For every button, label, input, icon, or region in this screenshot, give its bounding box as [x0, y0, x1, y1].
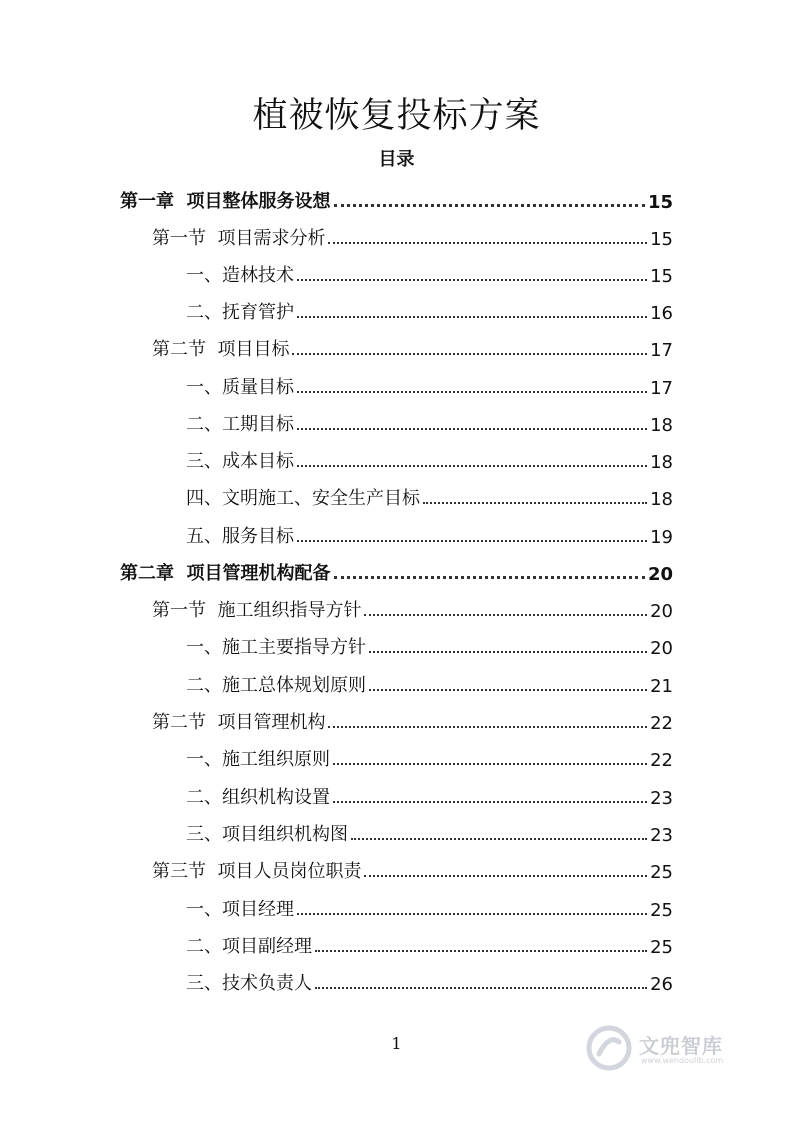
watermark-logo-icon: [585, 1024, 633, 1072]
toc-entry-item[interactable]: [186, 772, 673, 809]
dot-leader: [297, 278, 647, 281]
dot-leader: [297, 390, 647, 393]
watermark-url: www.wendoulib.com: [641, 1056, 724, 1065]
toc-entry-page: 22: [650, 750, 673, 771]
toc-entry-item[interactable]: [186, 921, 673, 958]
toc-entry-label: 三、技术负责人: [186, 973, 312, 994]
dot-leader: [315, 949, 647, 952]
toc-entry-label: 第一节 施工组织指导方针: [152, 600, 362, 621]
toc-entry-label: 一、项目经理: [186, 899, 294, 920]
toc-entry-page: 25: [650, 900, 673, 921]
toc-entry-page: 26: [650, 974, 673, 995]
toc-entry-page: 17: [650, 378, 673, 399]
toc-entry-label: 四、文明施工、安全生产目标: [186, 488, 420, 509]
toc-entry-page: 18: [650, 415, 673, 436]
toc-entry-page: 20: [650, 638, 673, 659]
toc-entry-item[interactable]: [186, 958, 673, 995]
toc-entry-label: 三、成本目标: [186, 451, 294, 472]
toc-entry-label: 一、施工主要指导方针: [186, 637, 366, 658]
toc-entry-item[interactable]: [186, 734, 673, 771]
toc-entry-page: 23: [650, 788, 673, 809]
toc-entry-item[interactable]: [186, 287, 673, 324]
toc-entry-page: 18: [650, 489, 673, 510]
toc-entry-label: 第二章 项目管理机构配备: [120, 563, 331, 584]
dot-leader: [351, 837, 647, 840]
toc-entry-item[interactable]: [186, 436, 673, 473]
toc-entry-page: 20: [647, 564, 673, 585]
toc-entry-page: 19: [650, 527, 673, 548]
toc-entry-page: 25: [650, 937, 673, 958]
toc-entry-chapter[interactable]: [120, 548, 673, 585]
toc-entry-page: 25: [650, 862, 673, 883]
toc-entry-label: 第二节 项目目标: [152, 339, 290, 360]
toc-entry-item[interactable]: [186, 884, 673, 921]
toc-entry-page: 15: [650, 266, 673, 287]
toc-entry-page: 18: [650, 452, 673, 473]
toc-entry-section[interactable]: [152, 213, 673, 250]
toc-entry-label: 第一节 项目需求分析: [152, 228, 326, 249]
toc-entry-label: 二、组织机构设置: [186, 787, 330, 808]
toc-entry-label: 第一章 项目整体服务设想: [120, 191, 331, 212]
dot-leader: [297, 464, 647, 467]
dot-leader: [333, 800, 647, 803]
toc-entry-page: 17: [650, 340, 673, 361]
toc-entry-section[interactable]: [152, 585, 673, 622]
toc-entry-label: 一、施工组织原则: [186, 749, 330, 770]
toc-entry-page: 23: [650, 825, 673, 846]
toc-entry-item[interactable]: [186, 511, 673, 548]
toc-entry-page: 22: [650, 713, 673, 734]
toc-entry-page: 15: [650, 229, 673, 250]
dot-leader: [334, 575, 645, 579]
document-title: 植被恢复投标方案: [252, 96, 541, 136]
toc-entry-item[interactable]: [186, 660, 673, 697]
dot-leader: [369, 650, 647, 653]
dot-leader: [364, 874, 647, 877]
dot-leader: [315, 986, 647, 989]
dot-leader: [297, 539, 647, 542]
dot-leader: [334, 203, 645, 207]
toc-entry-item[interactable]: [186, 362, 673, 399]
toc-entry-label: 第二节 项目管理机构: [152, 712, 326, 733]
toc-entry-page: 16: [650, 303, 673, 324]
toc-entry-label: 二、施工总体规划原则: [186, 675, 366, 696]
toc-entry-chapter[interactable]: [120, 176, 673, 213]
toc-entry-label: 第三节 项目人员岗位职责: [152, 861, 362, 882]
toc-entry-section[interactable]: [152, 846, 673, 883]
dot-leader: [292, 352, 647, 355]
toc-entry-item[interactable]: [186, 809, 673, 846]
toc-entry-item[interactable]: [186, 622, 673, 659]
dot-leader: [328, 725, 647, 728]
watermark: [585, 1024, 745, 1072]
toc-entry-item[interactable]: [186, 399, 673, 436]
dot-leader: [297, 315, 647, 318]
dot-leader: [423, 501, 647, 504]
toc-entry-page: 21: [650, 676, 673, 697]
toc-heading: 目录: [378, 149, 415, 170]
dot-leader: [364, 613, 647, 616]
toc-entry-label: 二、工期目标: [186, 414, 294, 435]
page-number: 1: [391, 1034, 402, 1053]
dot-leader: [333, 762, 647, 765]
toc-entry-label: 一、质量目标: [186, 377, 294, 398]
dot-leader: [369, 688, 647, 691]
toc-entry-item[interactable]: [186, 250, 673, 287]
dot-leader: [328, 241, 647, 244]
toc-entry-label: 三、项目组织机构图: [186, 824, 348, 845]
toc-entry-label: 二、项目副经理: [186, 936, 312, 957]
toc-entry-label: 二、抚育管护: [186, 302, 294, 323]
watermark-text: 文兜智库: [639, 1034, 723, 1058]
toc-entry-item[interactable]: [186, 473, 673, 510]
dot-leader: [297, 427, 647, 430]
toc-entry-label: 五、服务目标: [186, 526, 294, 547]
toc-entry-section[interactable]: [152, 697, 673, 734]
toc-entry-page: 15: [647, 192, 673, 213]
toc-entry-page: 20: [650, 601, 673, 622]
dot-leader: [297, 912, 647, 915]
toc-entry-label: 一、造林技术: [186, 265, 294, 286]
toc-entry-section[interactable]: [152, 324, 673, 361]
